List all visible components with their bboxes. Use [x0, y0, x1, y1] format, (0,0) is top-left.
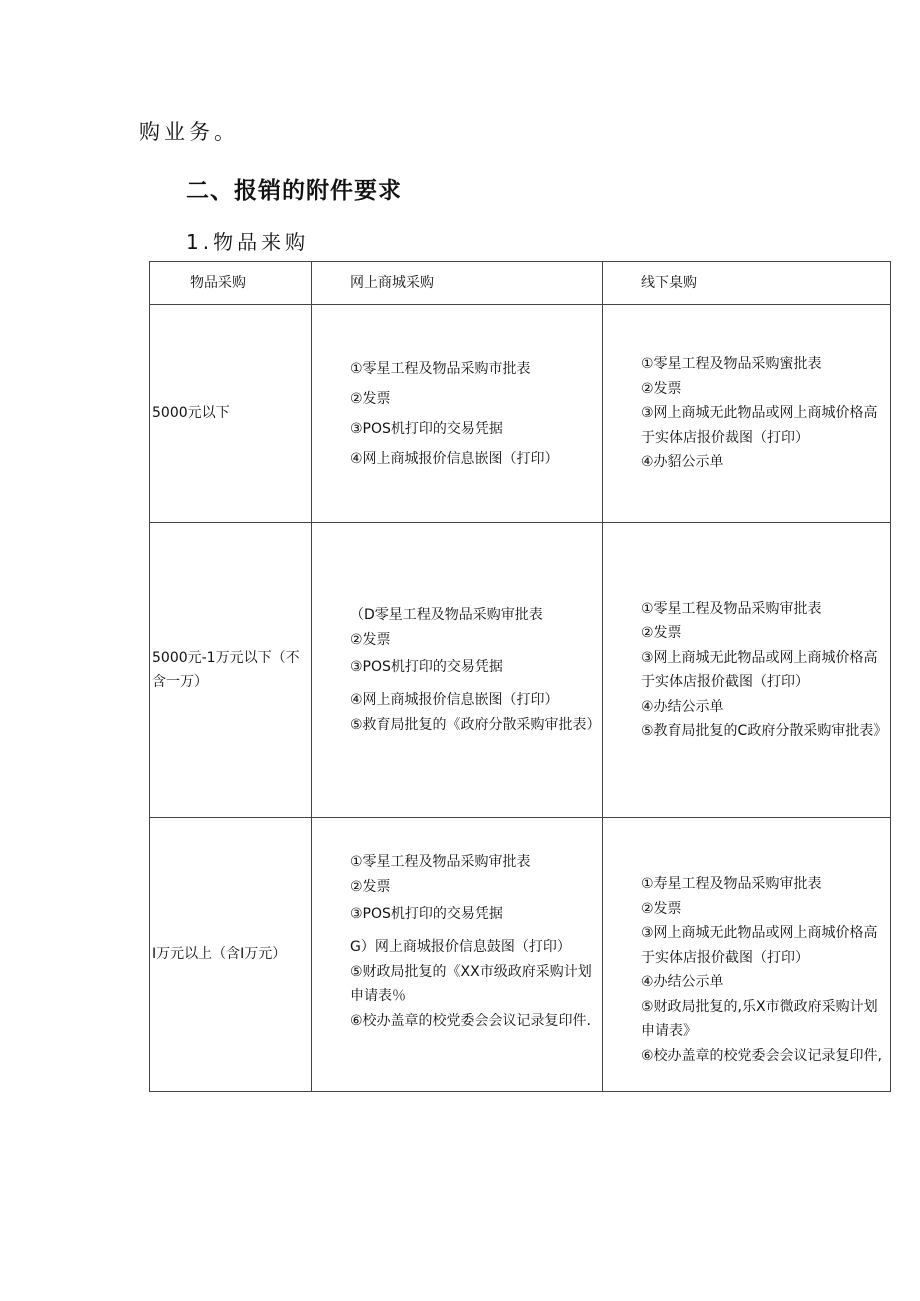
list-item: ⑤财政局批复的《XX市级政府采购计划申请表％ [350, 963, 592, 1004]
list-item: ①寿星工程及物品采购审批表 [641, 876, 822, 892]
list-item: ④办貂公示单 [641, 454, 724, 471]
list-item: ①零星工程及物品采购蜜批表 [641, 356, 822, 373]
online-cell [312, 305, 603, 523]
list-item: ⑤财政局批复的,乐X市微政府采购计划申请表》 [641, 998, 878, 1039]
section-heading: 二、报销的附件要求 [186, 178, 402, 204]
header-offline-purchase: 线下臬购 [603, 262, 891, 305]
list-item: G）网上商城报价信息鼓图（打印） [350, 939, 571, 955]
list-item: ④网上商城报价信息嵌图（打印） [350, 692, 559, 708]
list-item: ③网上商城无此物品或网上商城价格高于实体店报价截图（打印） [641, 925, 878, 966]
attachment-requirements-table [149, 261, 891, 1092]
offline-cell [603, 305, 891, 523]
list-item: ②发票 [350, 390, 391, 407]
amount-cell: I万元以上（含I万元） [150, 818, 312, 1092]
list-item: ③网上商城无此物品或网上商城价格高于实体店报价截图（打印） [641, 649, 878, 690]
list-item: （D零星工程及物品采购审批表 [350, 607, 543, 623]
offline-cell [603, 523, 891, 818]
list-item: ②发票 [641, 380, 682, 397]
list-item: ⑥校办盖章的校党委会会议记录复印件. [350, 1012, 591, 1029]
amount-cell: 5000元-1万元以下（不含一万） [150, 523, 312, 818]
lead-text: 购业务。 [139, 120, 239, 144]
list-item: ①零星工程及物品采购审批表 [641, 600, 822, 617]
header-online-purchase: 网上商城采购 [312, 262, 603, 305]
header-item-purchase: 物品采购 [150, 262, 312, 305]
online-cell [312, 523, 603, 818]
list-item: ②发票 [641, 625, 682, 641]
list-item: ①零星工程及物品采购市批表 [350, 360, 531, 377]
table-row [150, 818, 891, 1092]
list-item: ④网上商城报价信息嵌图（打印） [350, 450, 559, 467]
list-item: ⑤教育局批复的C政府分散采购审批表》 [641, 723, 888, 739]
amount-cell: 5000元以下 [150, 305, 312, 523]
list-item: ②发票 [350, 631, 391, 648]
online-cell [312, 818, 603, 1092]
subsection-heading: 1.物品来购 [186, 230, 310, 254]
list-item: ①零星工程及物品采购审批表 [350, 854, 531, 870]
list-item: ⑥校办盖章的校党委会会议记录复印件, [641, 1047, 882, 1064]
list-item: ③网上商城无此物品或网上商城价格高于实体店报价裁图（打印） [641, 405, 878, 446]
list-item: ③POS机打印的交易凭据 [350, 659, 503, 675]
table-header-row [150, 262, 891, 305]
list-item: ②发票 [350, 878, 391, 895]
list-item: ④办结公示单 [641, 698, 724, 715]
list-item: ③POS机打印的交易凭据 [350, 420, 503, 437]
list-item: ②发票 [641, 900, 682, 917]
table-row [150, 305, 891, 523]
table-row [150, 523, 891, 818]
offline-cell [603, 818, 891, 1092]
list-item: ⑤救育局批复的《政府分散采购审批表） [350, 716, 601, 733]
list-item: ③POS机打印的交易凭据 [350, 906, 503, 922]
list-item: ④办结公示单 [641, 974, 724, 990]
